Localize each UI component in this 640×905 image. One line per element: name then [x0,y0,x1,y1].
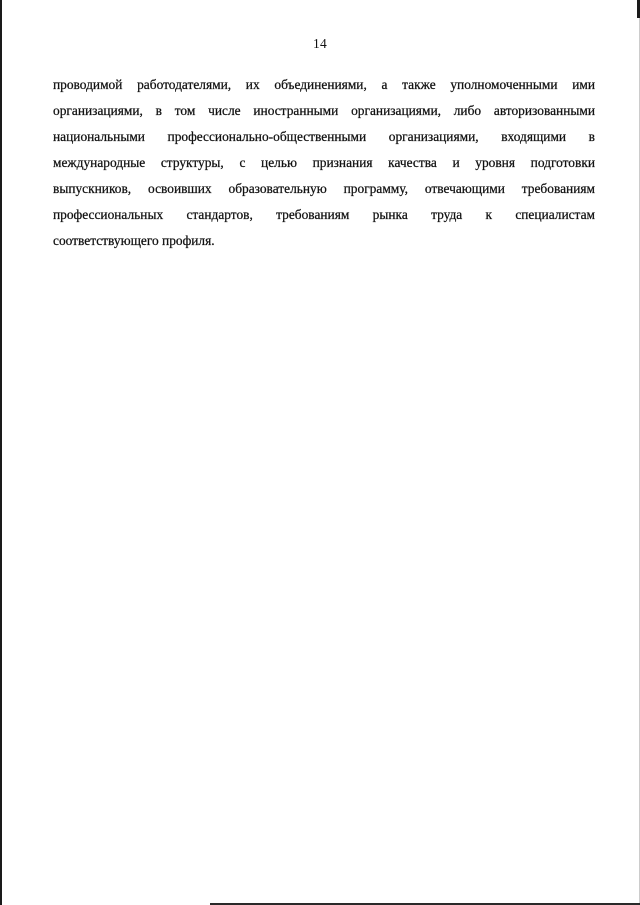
paragraph-line: международные структуры, с целью признания качества и уровня подготовки [53,155,595,170]
paragraph-line: профессиональных стандартов, требованиям рынка труда к специалистам [53,207,595,222]
paragraph-line: соответствующего профиля. [53,233,215,248]
paragraph-line: организациями, в том числе иностранными организациями, либо авторизованными [53,103,595,118]
paragraph-line: выпускников, освоивших образовательную программу, отвечающими требованиям [53,181,595,196]
paragraph-line: национальными профессионально-общественными организациями, входящими в [53,129,595,144]
paragraph-line: проводимой работодателями, их объединениями, а также уполномоченными ими [53,77,595,92]
scan-edge-left [0,0,2,905]
page-number: 14 [313,36,327,51]
body-paragraph [53,72,595,254]
